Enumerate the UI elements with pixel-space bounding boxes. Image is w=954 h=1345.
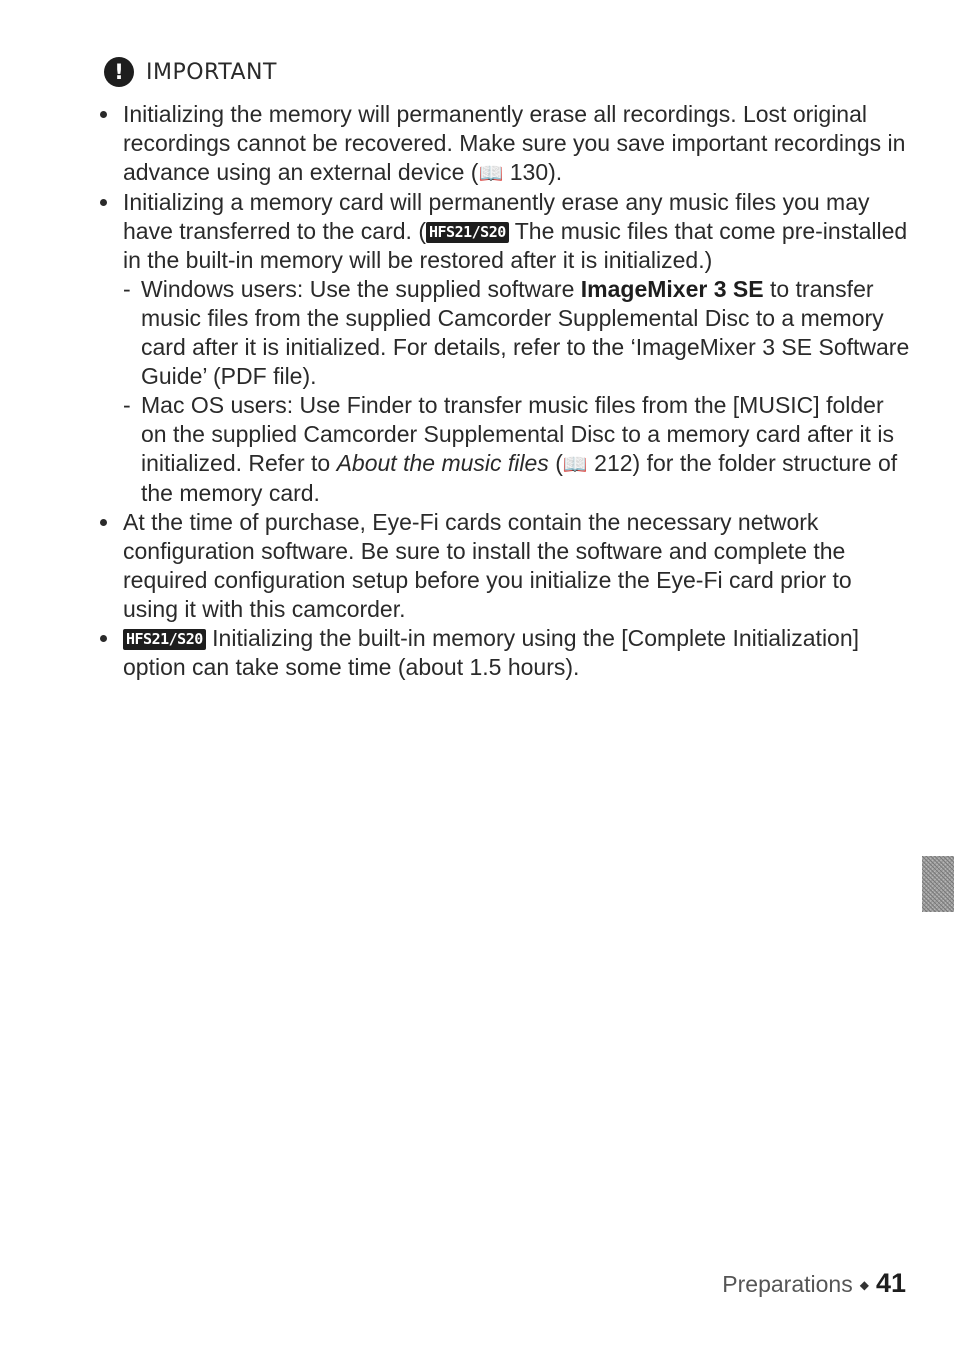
- reference-title: About the music files: [336, 450, 549, 476]
- note-item: Initializing a memory card will permanently erase any music files you may have transferred to the card. ( HFS21/S20 The music files that come pre-installed in the built-in memory will be restored after it is initialized.): [98, 188, 910, 275]
- page-number: 41: [875, 1268, 906, 1298]
- important-title: IMPORTANT: [146, 59, 277, 85]
- dash-marker: -: [123, 276, 131, 302]
- note-item: At the time of purchase, Eye-Fi cards contain the necessary network configuration software. Be sure to install the software and complete the required configuration setup before you initialize the Eye-Fi card prior to using it with this camcorder.: [98, 508, 910, 624]
- note-item: HFS21/S20 Initializing the built-in memory using the [Complete Initialization] option can take some time (about 1.5 hours).: [98, 624, 910, 682]
- sub-note-item: - Windows users: Use the supplied software ImageMixer 3 SE to transfer music files from the supplied Camcorder Supplemental Disc to a memory card after it is initialized. For details, refer to the ‘ImageMixer 3 SE Software Guide’ (PDF file).: [123, 276, 910, 389]
- dash-marker: -: [123, 392, 131, 418]
- sub-note-item: - Mac OS users: Use Finder to transfer music files from the [MUSIC] folder on the supplied Camcorder Supplemental Disc to a memory card after it is initialized. Refer to About the music files (📖 212) for the folder structure of the memory card.: [123, 392, 898, 506]
- bullet-icon: [100, 111, 107, 118]
- important-heading: [104, 56, 277, 88]
- important-notes: [98, 100, 910, 682]
- section-name: Preparations: [722, 1271, 853, 1297]
- important-icon: !: [104, 57, 134, 87]
- book-icon: 📖: [562, 452, 588, 476]
- software-name: ImageMixer 3 SE: [580, 276, 764, 302]
- bullet-icon: [100, 519, 107, 526]
- bullet-icon: [100, 635, 107, 642]
- model-badge-icon: HFS21/S20: [426, 222, 509, 243]
- sub-list: [98, 275, 910, 508]
- model-badge-icon: HFS21/S20: [123, 629, 206, 650]
- diamond-icon: ◆: [859, 1278, 869, 1292]
- chapter-tab-marker: [922, 856, 954, 912]
- page-footer: [722, 1268, 906, 1302]
- bullet-icon: [100, 199, 107, 206]
- note-item: Initializing the memory will permanently erase all recordings. Lost original recordings cannot be recovered. Make sure you save important recordings in advance using an external device (📖 130).: [98, 100, 910, 188]
- book-icon: 📖: [478, 161, 504, 185]
